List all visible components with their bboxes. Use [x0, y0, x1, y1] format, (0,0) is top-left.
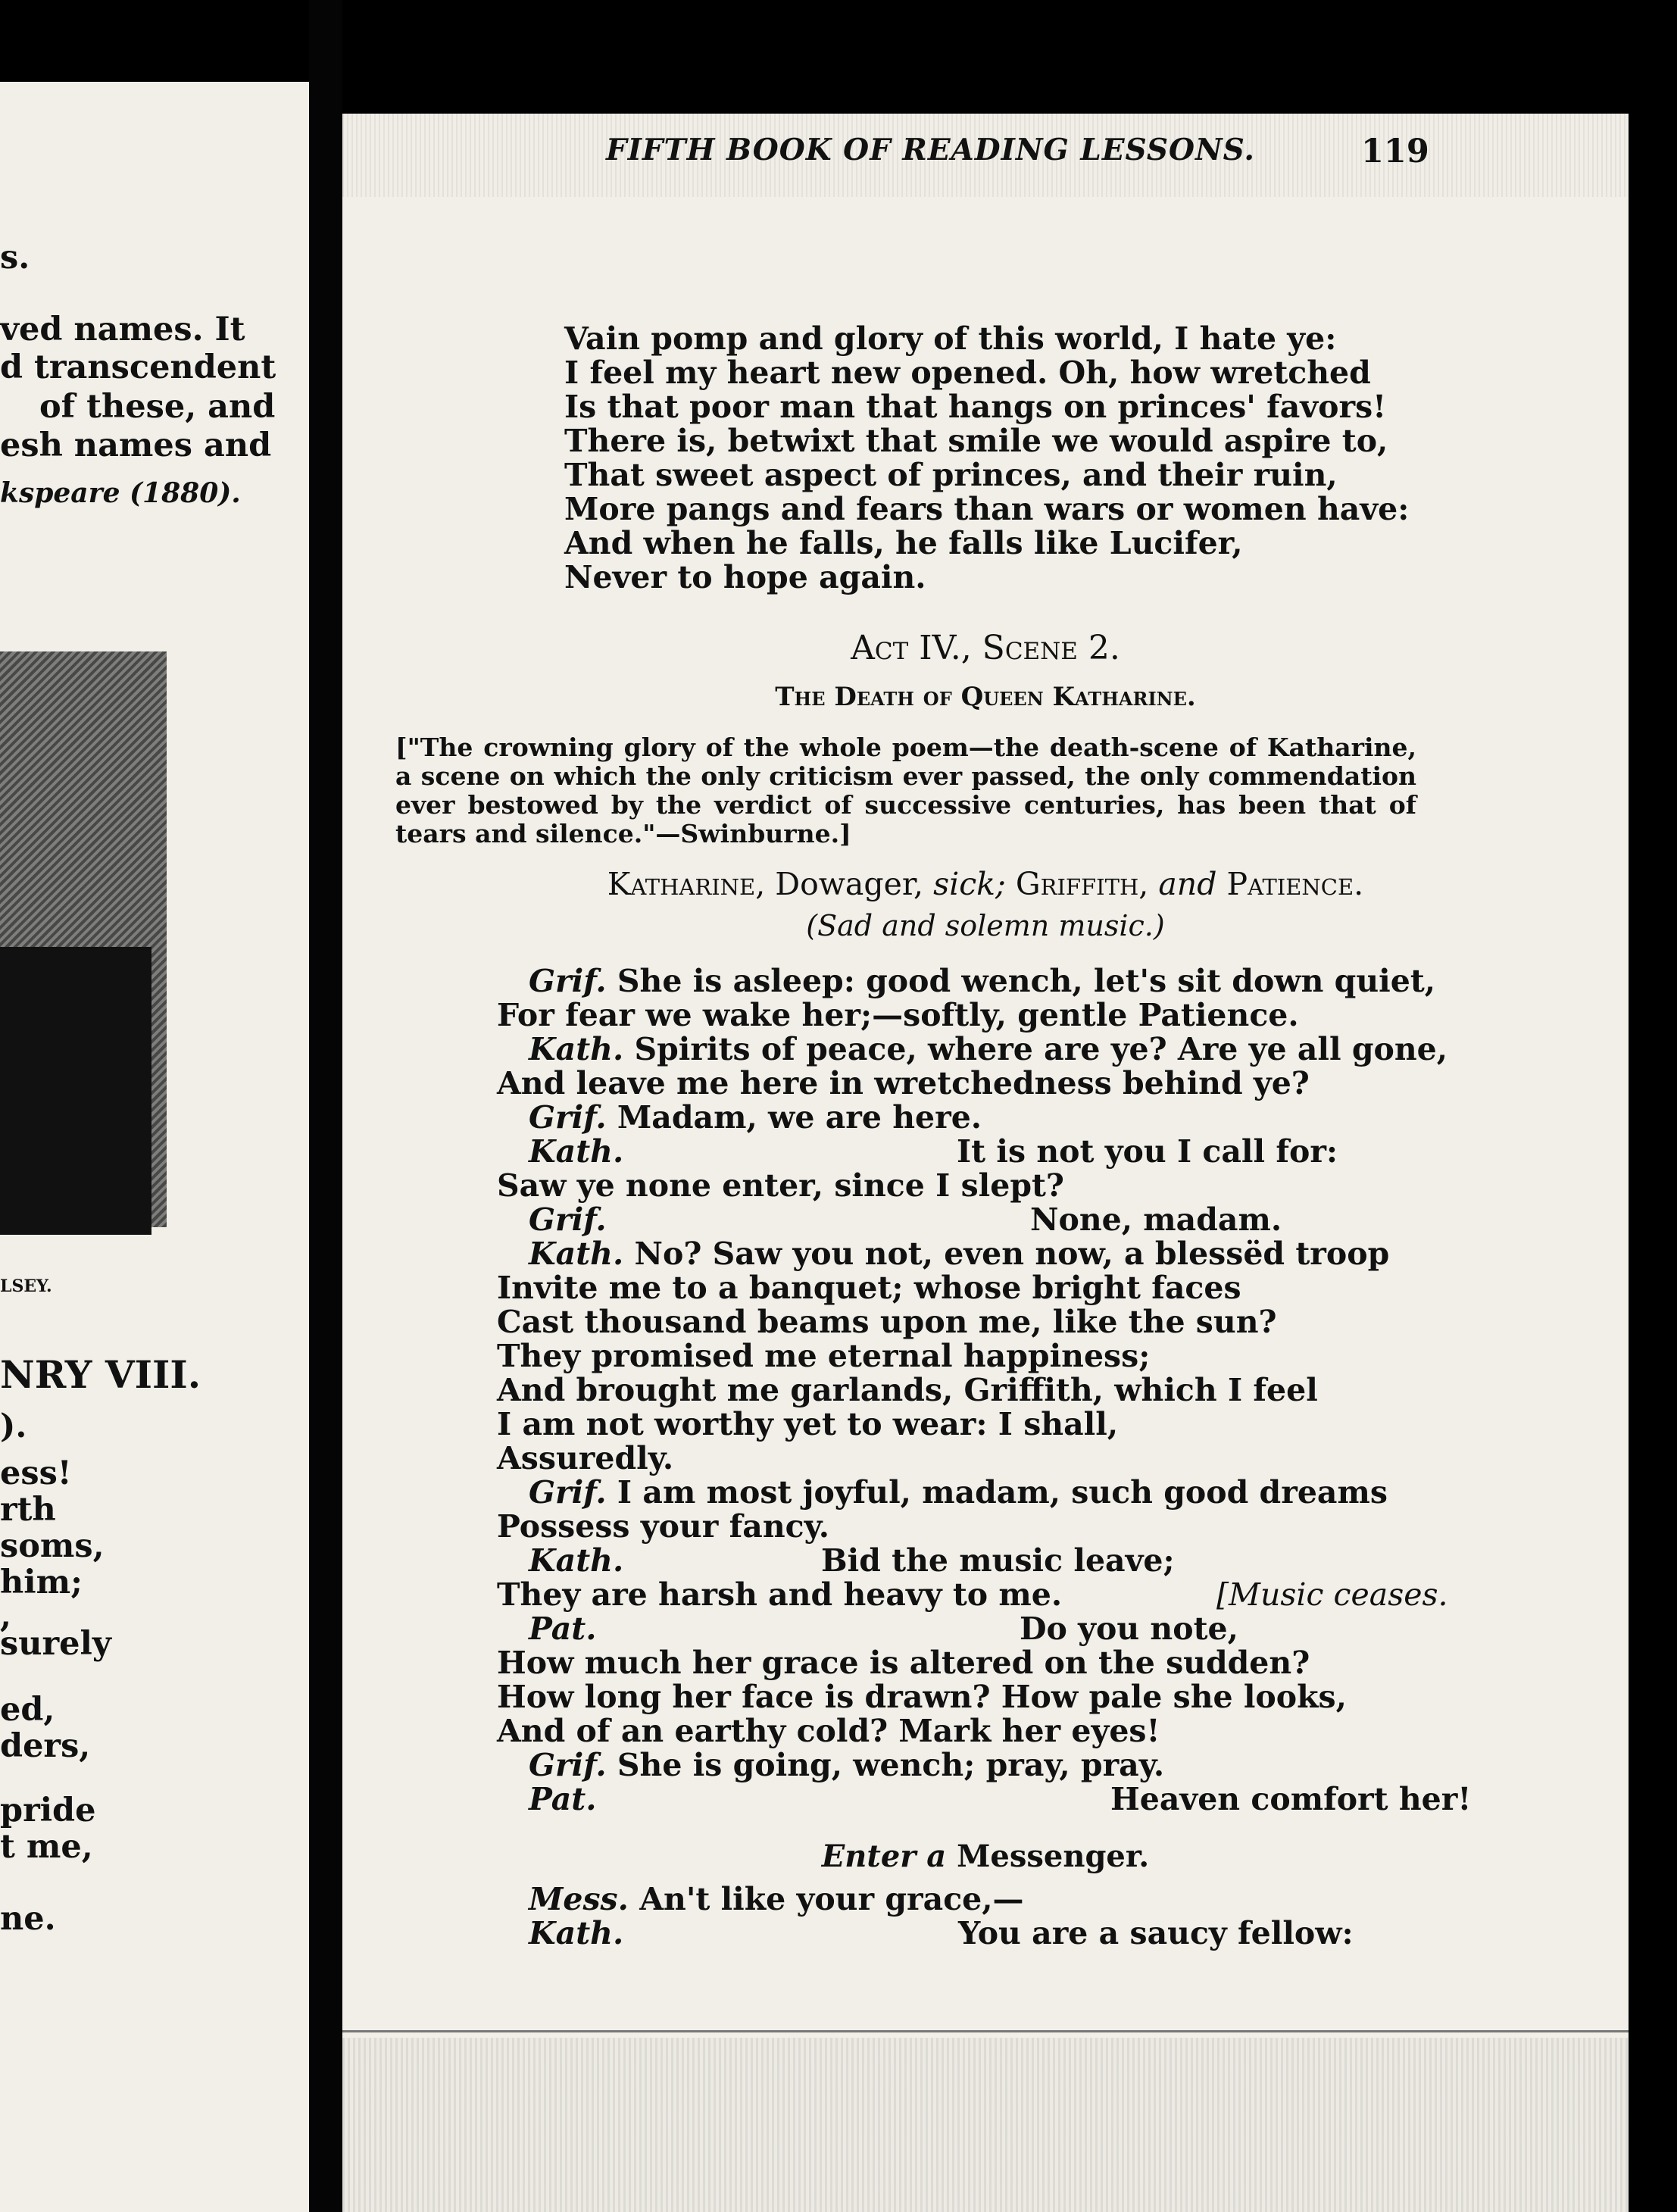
scan-noise-bottom — [342, 2038, 1629, 2212]
line-text: Invite me to a banquet; whose bright faces — [497, 1270, 1241, 1306]
line-text: She is asleep: good wench, let's sit down quiet, — [617, 963, 1436, 999]
left-line: ne. — [0, 1900, 56, 1938]
line-text: I am not worthy yet to wear: I shall, — [497, 1406, 1119, 1442]
left-line: s. — [0, 239, 30, 276]
dialogue-line — [529, 1748, 1164, 1782]
speaker: Pat. — [529, 1781, 597, 1817]
entrance-direction — [342, 1839, 1629, 1874]
line-text: And brought me garlands, Griffith, which I feel — [497, 1372, 1318, 1408]
enter-article: a — [926, 1839, 947, 1874]
speaker: Grif. — [529, 963, 607, 999]
line-text: Heaven comfort her! — [1110, 1781, 1472, 1817]
dialogue-line — [497, 1339, 1150, 1373]
verse-line: There is, betwixt that smile we would aspire to, — [564, 423, 1388, 459]
dialogue-line — [1110, 1782, 1471, 1817]
left-line: ders, — [0, 1727, 91, 1765]
dialogue-line — [529, 1203, 607, 1237]
scene-note: ["The crowning glory of the whole poem—the death-scene of Katharine, a scene on which the only criticism ever passed, the only commendation ever bestowed by the verdict of successive centuries, has been that of tears and silence."—Swinburne.] — [395, 733, 1416, 848]
left-line: t me, — [0, 1828, 93, 1866]
verse-line: More pangs and fears than wars or women have: — [564, 491, 1410, 527]
page-number: 119 — [1361, 133, 1429, 170]
bottom-rule — [342, 2030, 1629, 2032]
dialogue-line — [497, 1271, 1241, 1305]
line-text: Assuredly. — [497, 1440, 674, 1476]
left-line: surely — [0, 1625, 111, 1663]
dialogue-line — [497, 1510, 829, 1544]
speaker: Grif. — [529, 1201, 607, 1238]
line-text: For fear we wake her;—softly, gentle Patience. — [497, 997, 1299, 1033]
left-line: ed, — [0, 1691, 55, 1729]
character-and: and — [1158, 866, 1217, 902]
left-illustration-shadow — [0, 947, 151, 1235]
character-katharine: Katharine, — [607, 866, 766, 902]
dialogue-line — [529, 1101, 982, 1135]
line-text: They promised me eternal happiness; — [497, 1338, 1151, 1374]
dialogue-line — [529, 1544, 623, 1578]
dialogue-line — [497, 1442, 673, 1476]
stage-direction: (Sad and solemn music.) — [806, 909, 1165, 942]
dialogue-line — [1030, 1203, 1282, 1237]
dialogue-line — [958, 1917, 1354, 1951]
speaker: Kath. — [529, 1542, 624, 1579]
dialogue-line — [497, 1680, 1347, 1714]
line-text: Madam, we are here. — [617, 1099, 982, 1136]
dialogue-line — [497, 1407, 1118, 1442]
verse-line: Vain pomp and glory of this world, I hate ye: — [564, 320, 1337, 357]
line-text: I am most joyful, madam, such good dreams — [617, 1474, 1388, 1511]
speaker: Kath. — [529, 1236, 624, 1272]
left-line: NRY VIII. — [0, 1352, 201, 1397]
speaker: Kath. — [529, 1031, 624, 1067]
speaker: Pat. — [529, 1611, 597, 1647]
character-dowager: Dowager, — [775, 866, 924, 902]
line-text: Do you note, — [1020, 1611, 1238, 1647]
line-text: An't like your grace,— — [639, 1881, 1024, 1917]
line-text: And of an earthy cold? Mark her eyes! — [497, 1713, 1160, 1749]
stage-direction-music-ceases: [Music ceases. — [1216, 1576, 1448, 1613]
left-line: ess! — [0, 1454, 72, 1492]
character-list — [342, 866, 1629, 902]
dialogue-line — [497, 998, 1299, 1033]
scene-subheading: The Death of Queen Katharine. — [775, 682, 1196, 712]
character-patience: Patience. — [1226, 866, 1364, 902]
left-line: pride — [0, 1792, 96, 1829]
left-line: ved names. It — [0, 311, 245, 348]
line-text: How much her grace is altered on the sudden? — [497, 1645, 1310, 1681]
line-text: How long her face is drawn? How pale she looks, — [497, 1679, 1347, 1715]
enter-who: Messenger. — [957, 1839, 1150, 1874]
dialogue-line — [529, 1882, 1024, 1917]
line-text: They are harsh and heavy to me. — [497, 1576, 1063, 1613]
line-text: Cast thousand beams upon me, like the sun? — [497, 1304, 1277, 1340]
speaker: Grif. — [529, 1474, 607, 1511]
dialogue-line — [529, 964, 1435, 998]
dialogue-line — [529, 1782, 597, 1817]
verse-line: Never to hope again. — [564, 559, 926, 595]
left-line: LSEY. — [0, 1276, 52, 1296]
verse-line: I feel my heart new opened. Oh, how wretched — [564, 355, 1371, 391]
enter-word: Enter — [821, 1839, 917, 1874]
speaker: Kath. — [529, 1133, 624, 1170]
left-line: rth — [0, 1491, 56, 1529]
dialogue-line — [529, 1033, 1447, 1067]
left-line: d transcendent — [0, 348, 276, 386]
dialogue-line — [497, 1373, 1318, 1407]
line-text: And leave me here in wretchedness behind ye? — [497, 1065, 1310, 1101]
opening-verse — [564, 322, 1409, 595]
line-text: Possess your fancy. — [497, 1508, 829, 1545]
dialogue-line — [497, 1714, 1160, 1748]
dialogue-line — [529, 1476, 1388, 1510]
dialogue-line — [821, 1544, 1175, 1578]
scene-heading: Act IV., Scene 2. — [851, 629, 1120, 667]
character-sick: sick; — [933, 866, 1006, 902]
dialogue-line — [497, 1646, 1310, 1680]
verse-line: That sweet aspect of princes, and their ruin, — [564, 457, 1338, 493]
dialogue-line — [497, 1305, 1277, 1339]
dialogue-line — [1020, 1612, 1238, 1646]
speaker: Kath. — [529, 1915, 624, 1951]
line-text: No? Saw you not, even now, a blessëd troop — [634, 1236, 1390, 1272]
dialogue-line — [529, 1612, 597, 1646]
speaker: Grif. — [529, 1747, 607, 1783]
left-line: ). — [0, 1407, 27, 1445]
running-title: FIFTH BOOK OF READING LESSONS. — [606, 133, 1255, 167]
left-line: esh names and — [0, 426, 272, 464]
line-text: She is going, wench; pray, pray. — [617, 1747, 1165, 1783]
book-gutter — [309, 0, 342, 2212]
speaker: Grif. — [529, 1099, 607, 1136]
dialogue-line — [957, 1135, 1338, 1169]
line-text: Saw ye none enter, since I slept? — [497, 1167, 1064, 1204]
character-griffith: Griffith, — [1015, 866, 1149, 902]
verse-line: And when he falls, he falls like Lucifer, — [564, 525, 1243, 561]
line-text: You are a saucy fellow: — [958, 1915, 1354, 1951]
dialogue-line — [497, 1067, 1310, 1101]
left-line: , — [0, 1597, 11, 1635]
line-text: Bid the music leave; — [821, 1542, 1175, 1579]
dialogue-line — [529, 1135, 623, 1169]
left-line: soms, — [0, 1527, 105, 1565]
line-text: None, madam. — [1030, 1201, 1282, 1238]
speaker: Mess. — [529, 1881, 629, 1917]
left-line: him; — [0, 1564, 83, 1601]
dialogue-line — [529, 1917, 623, 1951]
dialogue-line — [497, 1578, 1062, 1612]
verse-line: Is that poor man that hangs on princes' favors! — [564, 389, 1387, 425]
dialogue-line — [497, 1169, 1064, 1203]
line-text: It is not you I call for: — [957, 1133, 1338, 1170]
left-line: kspeare (1880). — [0, 477, 241, 509]
left-line: of these, and — [39, 388, 276, 426]
line-text: Spirits of peace, where are ye? Are ye all gone, — [634, 1031, 1448, 1067]
dialogue-line — [529, 1237, 1389, 1271]
